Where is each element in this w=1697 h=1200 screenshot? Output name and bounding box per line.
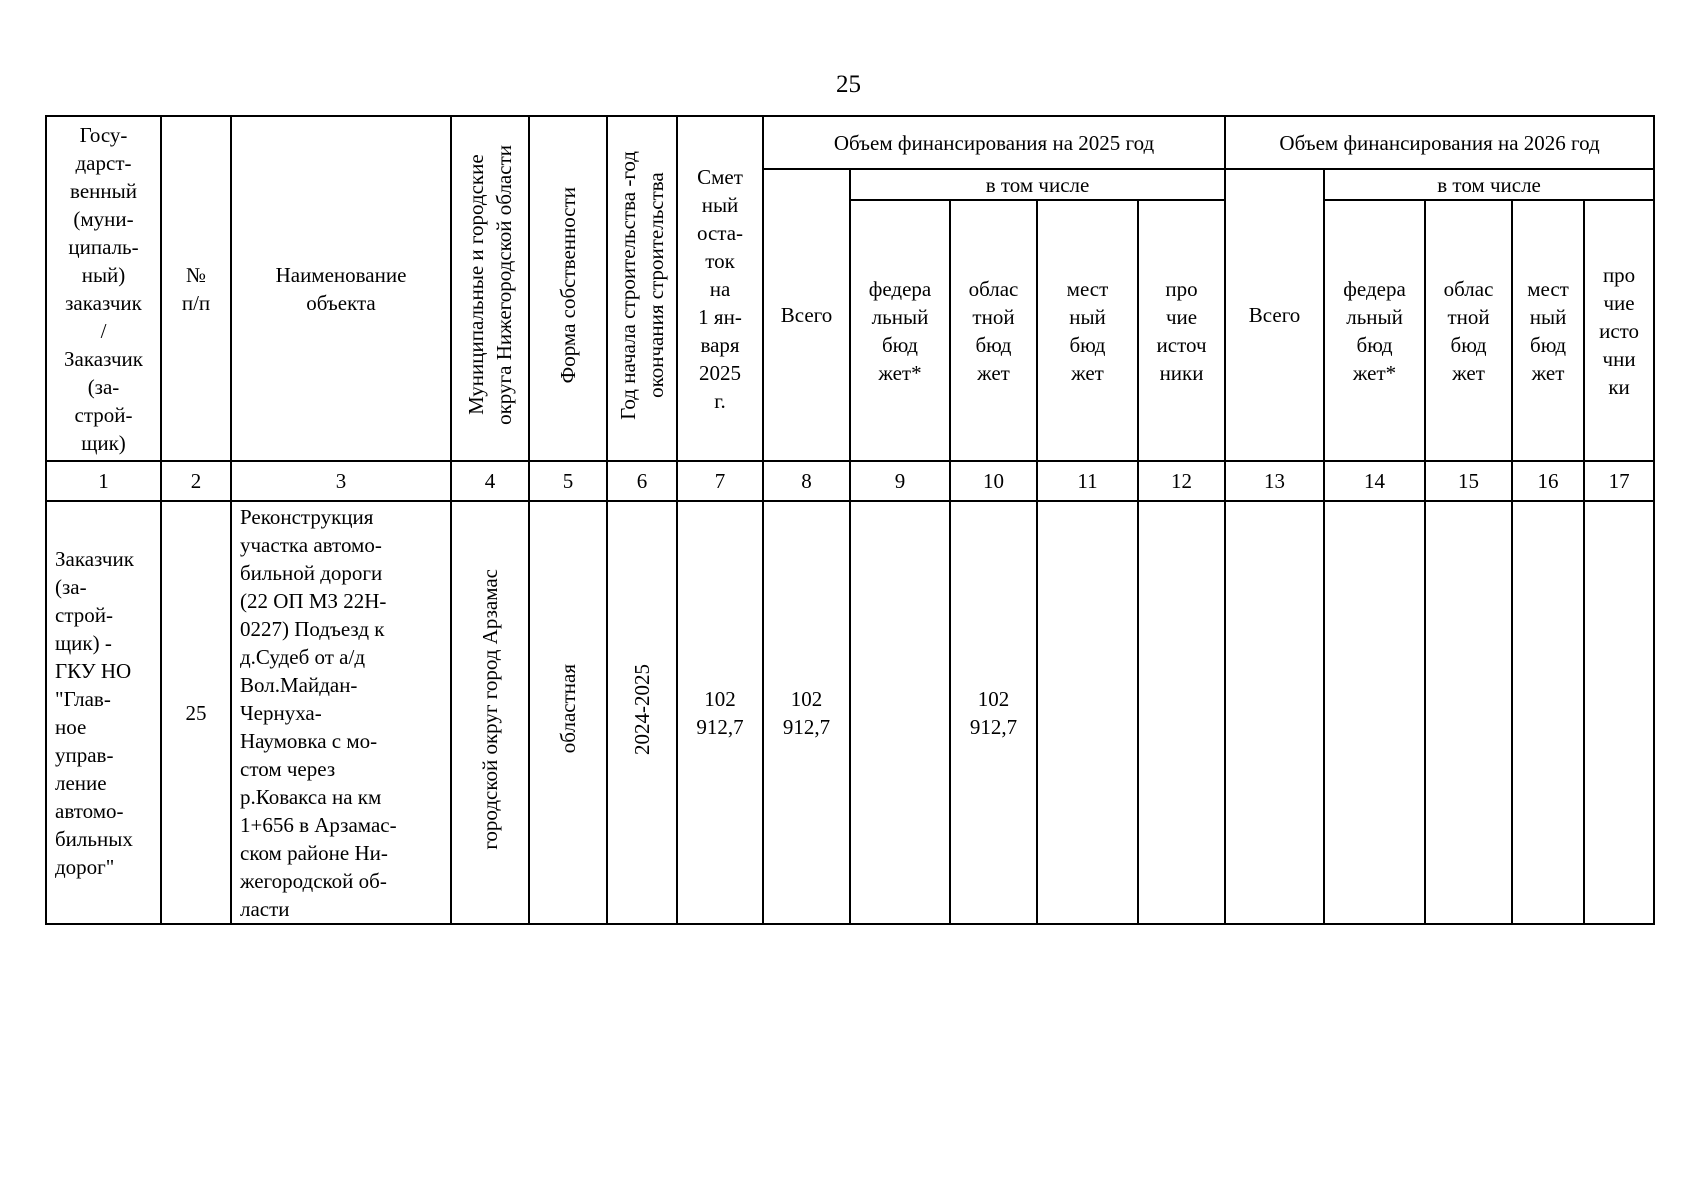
header-construction-years: Год начала строительства -год окончания строительства bbox=[607, 116, 677, 461]
row-total-2025: 102 912,7 bbox=[763, 501, 850, 924]
row-construction-years: 2024-2025 bbox=[607, 501, 677, 924]
header-number: № п/п bbox=[161, 116, 231, 461]
header-total-2025: Всего bbox=[763, 169, 850, 461]
column-number: 5 bbox=[529, 461, 607, 501]
row-other-2026 bbox=[1584, 501, 1654, 924]
header-including-2026: в том числе bbox=[1324, 169, 1654, 200]
table-row bbox=[46, 501, 1654, 924]
column-number: 8 bbox=[763, 461, 850, 501]
column-number: 7 bbox=[677, 461, 763, 501]
column-number: 6 bbox=[607, 461, 677, 501]
financing-table bbox=[45, 115, 1655, 925]
row-total-2026 bbox=[1225, 501, 1324, 924]
column-number: 16 bbox=[1512, 461, 1584, 501]
header-object-name: Наименование объекта bbox=[231, 116, 451, 461]
column-number: 4 bbox=[451, 461, 529, 501]
header-regional-2026: облас тной бюд жет bbox=[1425, 200, 1512, 461]
row-estimate-remainder: 102 912,7 bbox=[677, 501, 763, 924]
row-number: 25 bbox=[161, 501, 231, 924]
column-number: 14 bbox=[1324, 461, 1425, 501]
row-object-name: Реконструкция участка автомо- бильной дороги (22 ОП МЗ 22Н- 0227) Подъезд к д.Судеб от а/д Вол.Майдан- Чернуха- Наумовка с мо- стом через р.Ковакса на км 1+656 в Арзамас- ском районе Ни- жегородской об- ласти bbox=[231, 501, 451, 924]
column-number: 3 bbox=[231, 461, 451, 501]
header-federal-2025: федера льный бюд жет* bbox=[850, 200, 950, 461]
row-regional-2025: 102 912,7 bbox=[950, 501, 1037, 924]
column-numbers-row bbox=[46, 461, 1654, 501]
header-local-2026: мест ный бюд жет bbox=[1512, 200, 1584, 461]
row-customer: Заказчик (за- строй- щик) - ГКУ НО "Глав- ное управ- ление автомо- бильных дорог" bbox=[46, 501, 161, 924]
row-regional-2026 bbox=[1425, 501, 1512, 924]
column-number: 15 bbox=[1425, 461, 1512, 501]
header-including-2025: в том числе bbox=[850, 169, 1225, 200]
header-other-2026: про чие исто чни ки bbox=[1584, 200, 1654, 461]
header-municipal-districts: Муниципальные и городские округа Нижегородской области bbox=[451, 116, 529, 461]
column-number: 9 bbox=[850, 461, 950, 501]
row-municipal-district: городской округ город Арзамас bbox=[451, 501, 529, 924]
header-local-2025: мест ный бюд жет bbox=[1037, 200, 1138, 461]
row-other-2025 bbox=[1138, 501, 1225, 924]
row-local-2026 bbox=[1512, 501, 1584, 924]
row-federal-2025 bbox=[850, 501, 950, 924]
row-local-2025 bbox=[1037, 501, 1138, 924]
column-number: 11 bbox=[1037, 461, 1138, 501]
header-customer: Госу- дарст- венный (муни- ципаль- ный) заказчик / Заказчик (за- строй- щик) bbox=[46, 116, 161, 461]
header-row-1 bbox=[46, 116, 1654, 169]
header-financing-2026: Объем финансирования на 2026 год bbox=[1225, 116, 1654, 169]
column-number: 1 bbox=[46, 461, 161, 501]
column-number: 17 bbox=[1584, 461, 1654, 501]
column-number: 13 bbox=[1225, 461, 1324, 501]
column-number: 12 bbox=[1138, 461, 1225, 501]
header-financing-2025: Объем финансирования на 2025 год bbox=[763, 116, 1225, 169]
header-other-2025: про чие источ ники bbox=[1138, 200, 1225, 461]
column-number: 10 bbox=[950, 461, 1037, 501]
row-ownership-form: областная bbox=[529, 501, 607, 924]
header-federal-2026: федера льный бюд жет* bbox=[1324, 200, 1425, 461]
header-total-2026: Всего bbox=[1225, 169, 1324, 461]
page-number: 25 bbox=[836, 71, 861, 98]
column-number: 2 bbox=[161, 461, 231, 501]
header-regional-2025: облас тной бюд жет bbox=[950, 200, 1037, 461]
header-ownership-form: Форма собственности bbox=[529, 116, 607, 461]
row-federal-2026 bbox=[1324, 501, 1425, 924]
header-estimate-remainder: Смет ный оста- ток на 1 ян- варя 2025 г. bbox=[677, 116, 763, 461]
